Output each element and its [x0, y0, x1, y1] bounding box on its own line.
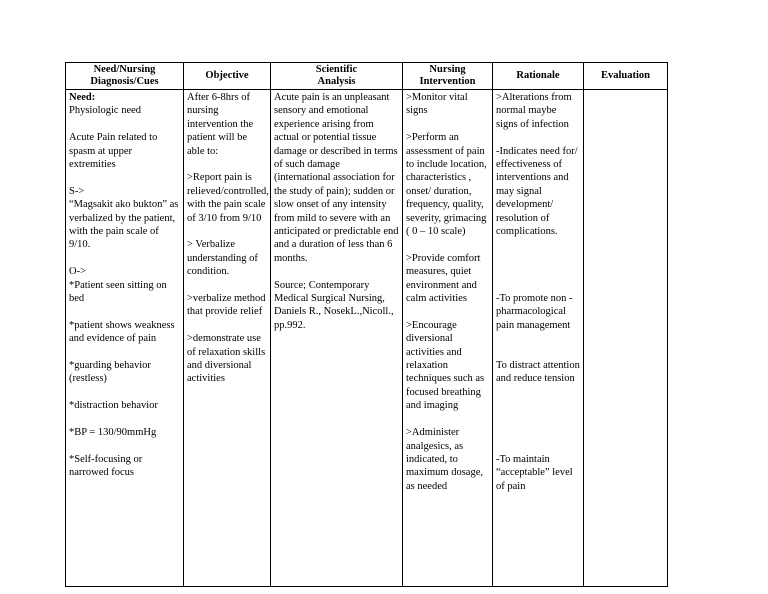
content-row — [66, 90, 668, 587]
diagnosis-paragraph: *Self-focusing or narrowed focus — [69, 453, 143, 479]
rationale-paragraph: -To maintain “acceptable” level of pain — [496, 453, 573, 492]
analysis-paragraph: Acute pain is an unpleasant sensory and emotional experience arising from actual or potential tissue damage or described in terms of such damage (international association for the study of pain); sudden or slow onset of any intensity from mild to severe with an anticipated or predictable end and a duration of less than 6 months. — [274, 92, 399, 264]
intervention-paragraph: >Monitor vital signs — [406, 92, 468, 117]
analysis-paragraph: Source; Contemporary Medical Surgical Nursing, Daniels R., NosekL.,Nicoll., pp.992. — [274, 279, 394, 331]
intervention-paragraph: >Perform an assessment of pain to include location, characteristics , onset/ duration, frequency, quality, severity, grimacing ( 0 – 10 scale) — [406, 132, 487, 238]
objective-paragraph: >verbalize method that provide relief — [187, 293, 266, 318]
header-analysis — [271, 63, 403, 90]
header-diagnosis — [66, 63, 184, 90]
rationale-paragraph — [496, 279, 580, 292]
objective-paragraph: After 6-8hrs of nursing intervention the patient will be able to: — [187, 92, 254, 157]
objective-paragraph: >Report pain is relieved/controlled, with the pain scale of 3/10 from 9/10 — [187, 172, 269, 224]
objective-cell — [184, 90, 271, 587]
header-rationale-text: Rationale — [516, 70, 560, 81]
header-analysis-text: Scientific Analysis — [315, 64, 358, 87]
diagnosis-paragraph: Acute Pain related to spasm at upper extremities — [69, 132, 158, 171]
rationale-paragraph: To distract attention and reduce tension — [496, 360, 580, 385]
evaluation-cell — [584, 90, 668, 587]
rationale-cell — [493, 90, 584, 587]
rationale-paragraph — [496, 413, 580, 426]
rationale-paragraph: -Indicates need for/ effectiveness of interventions and may signal development/ resolution of complications. — [496, 145, 578, 238]
rationale-paragraph: >Alterations from normal maybe signs of infection — [496, 92, 572, 130]
intervention-paragraph: >Administer analgesics, as indicated, to maximum dosage, as needed — [406, 427, 483, 492]
intervention-paragraph: >Encourage diversional activities and relaxation techniques such as focused breathing and imaging — [406, 319, 485, 412]
objective-paragraph: >demonstrate use of relaxation skills and diversional activities — [187, 333, 266, 385]
rationale-paragraph — [496, 426, 580, 439]
header-objective-text: Objective — [205, 70, 249, 81]
diagnosis-paragraph: *guarding behavior (restless) — [69, 360, 151, 385]
diagnosis-paragraph: Need: — [69, 92, 96, 103]
diagnosis-cell — [66, 90, 184, 587]
header-objective — [184, 63, 271, 90]
diagnosis-paragraph: *BP = 130/90mmHg — [69, 427, 157, 439]
diagnosis-paragraph: *patient shows weakness and evidence of pain — [69, 319, 175, 345]
objective-paragraph: > Verbalize understanding of condition. — [187, 239, 258, 278]
nursing-care-plan-table — [65, 62, 668, 587]
analysis-cell — [271, 90, 403, 587]
rationale-paragraph — [496, 439, 580, 452]
header-evaluation-text: Evaluation — [600, 70, 650, 81]
rationale-paragraph — [496, 346, 580, 359]
header-row — [66, 63, 668, 90]
intervention-paragraph: >Provide comfort measures, quiet environment and calm activities — [406, 252, 481, 305]
diagnosis-paragraph: O-> *Patient seen sitting on bed — [69, 266, 167, 305]
diagnosis-paragraph: Physiologic need — [69, 105, 142, 117]
rationale-paragraph — [496, 265, 580, 278]
header-diagnosis-text: Need/Nursing Diagnosis/Cues — [90, 64, 159, 87]
header-rationale — [493, 63, 584, 90]
header-evaluation — [584, 63, 668, 90]
diagnosis-paragraph: *distraction behavior — [69, 400, 158, 412]
rationale-paragraph: -To promote non -pharmacological pain management — [496, 293, 573, 331]
intervention-paragraph — [406, 118, 489, 131]
header-intervention-text: Nursing Intervention — [419, 64, 476, 87]
rationale-paragraph — [496, 399, 580, 412]
header-intervention — [403, 63, 493, 90]
intervention-cell — [403, 90, 493, 587]
rationale-paragraph — [496, 252, 580, 265]
diagnosis-paragraph: S-> “Magsakit ako bukton” as verbalized by the patient, with the pain scale of 9/10. — [69, 185, 179, 251]
